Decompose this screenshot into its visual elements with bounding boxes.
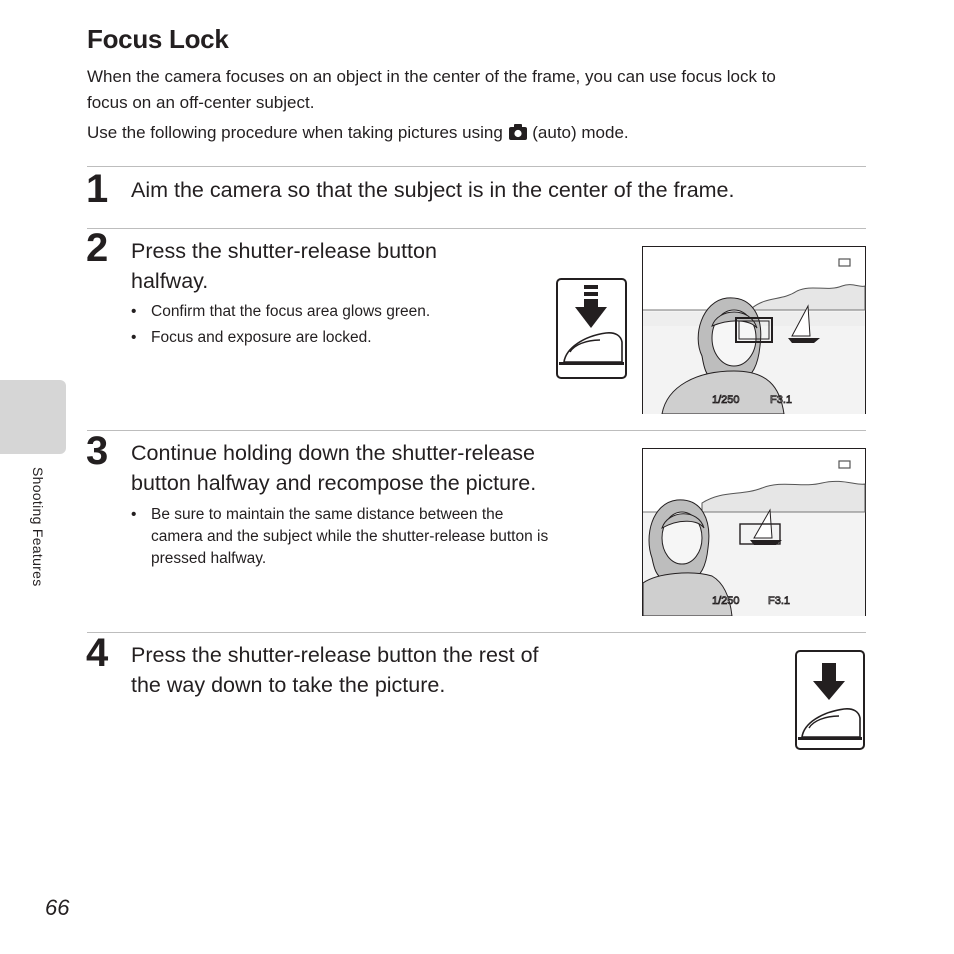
step-2-bullet-1: • Confirm that the focus area glows green. [131,301,430,323]
aperture-readout: F3.1 [768,595,791,607]
step-2-bullet-2: • Focus and exposure are locked. [131,327,372,349]
procedure-text-after: (auto) mode. [532,123,629,142]
step-3-bullet-line-3: pressed halfway. [151,550,267,567]
aperture-readout: F3.1 [770,394,793,406]
divider [87,632,866,633]
step-3-number: 3 [86,429,109,473]
step-3-bullet-1 [131,504,548,570]
step-4-number: 4 [86,631,109,675]
shutter-speed-readout: 1/250 [712,595,740,607]
divider [87,430,866,431]
step-3-heading-line-2: button halfway and recompose the picture. [131,471,537,495]
step-1-heading: Aim the camera so that the subject is in the center of the frame. [131,178,735,202]
chapter-tab [0,380,66,454]
step-1-number: 1 [86,167,109,211]
shutter-speed-readout: 1/250 [712,394,740,406]
camera-monitor-screen-1 [642,246,866,414]
step-2-number: 2 [86,226,109,270]
procedure-line [87,120,629,146]
divider [87,166,866,167]
step-3-heading-line-1: Continue holding down the shutter-release [131,441,535,465]
step-2-heading-line-1: Press the shutter-release button [131,239,437,263]
shutter-half-press-icon [556,278,627,379]
shutter-full-press-icon [795,650,865,750]
camera-monitor-screen-2 [642,448,866,616]
step-4-heading-line-2: the way down to take the picture. [131,673,446,697]
step-3-bullet-line-2: camera and the subject while the shutter-release button is [151,528,549,545]
step-2-heading-line-2: halfway. [131,269,209,293]
page-title: Focus Lock [87,24,229,54]
step-4-heading-line-1: Press the shutter-release button the rest of [131,643,539,667]
intro-line-1: When the camera focuses on an object in the center of the frame, you can use focus lock to [87,67,776,86]
intro-line-2: focus on an off-center subject. [87,93,315,112]
divider [87,228,866,229]
page-number: 66 [45,895,70,920]
chapter-label: Shooting Features [30,467,46,587]
camera-auto-mode-icon [508,123,528,141]
step-3-bullet-line-1: Be sure to maintain the same distance between the [151,506,504,523]
procedure-text-before: Use the following procedure when taking pictures using [87,123,503,142]
